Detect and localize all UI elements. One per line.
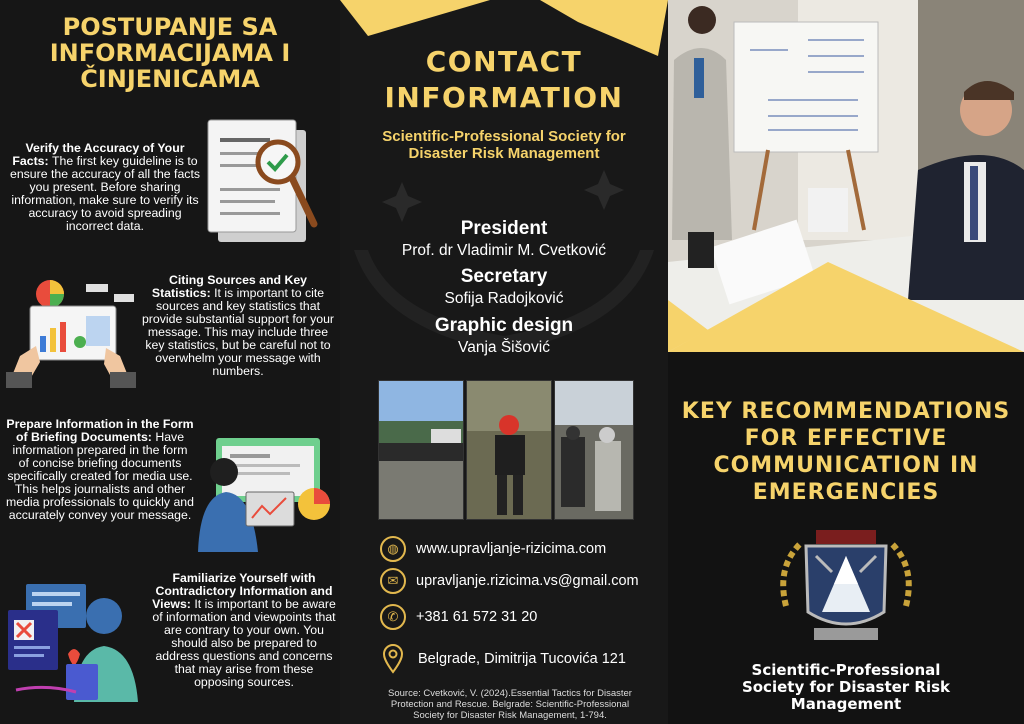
phone-number[interactable]: +381 61 572 31 20 (416, 609, 538, 625)
contact-address (380, 646, 626, 672)
recommendations-title-line: EMERGENCIES (752, 480, 940, 505)
middle-panel (340, 0, 668, 724)
section-briefing-documents (6, 418, 194, 522)
section-verify-accuracy (6, 142, 204, 233)
left-title-line: INFORMACIJAMA I (49, 39, 291, 67)
section-heading: Familiarize Yourself with Contradictory Information and Views: (152, 571, 333, 611)
source-citation: Source: Cvetković, V. (2024).Essential Tactics for Disaster Protection and Rescue. Belgrade: Scientific-Professional Society for Disaster Risk Management, 1-794. (388, 688, 632, 721)
role-secretary-name: Sofija Radojković (444, 290, 564, 307)
meeting-photo (668, 0, 1024, 352)
phone-icon: ✆ (380, 604, 406, 630)
section-body: The first key guideline is to ensure the accuracy of all the facts you present. Before sharing information, make sure to verify its accuracy to avoid spreading incorrect data. (9, 154, 201, 233)
email-link[interactable]: upravljanje.rizicima.vs@gmail.com (416, 573, 639, 589)
footer-line: Management (790, 695, 902, 713)
section-heading: Verify the Accuracy of Your Facts: (12, 141, 185, 168)
photo-rescue-team (554, 380, 634, 520)
role-president-name: Prof. dr Vladimir M. Cvetković (401, 242, 607, 259)
contact-email[interactable] (380, 568, 639, 594)
person-laptop-icon (196, 436, 332, 554)
role-secretary-title: Secretary (460, 266, 548, 287)
section-heading: Citing Sources and Key Statistics: (151, 273, 308, 300)
contact-title (340, 44, 668, 116)
section-heading: Prepare Information in the Form of Briefing Documents: (6, 417, 194, 444)
footer-line: Society for Disaster Risk (741, 678, 951, 696)
section-body: It is important to cite sources and key statistics that provide substantial support for your message. This may include three key statistics, but be careful not to overwhelm your message with numbers. (141, 286, 335, 378)
role-graphic-name: Vanja Šišović (458, 339, 550, 356)
left-title-line: POSTUPANJE SA (62, 13, 278, 41)
section-contradictory-info (150, 572, 338, 689)
section-body: It is important to be aware of information and viewpoints that are contrary to your own. You should also be prepared to address questions and concerns that may arise from these opposing sources. (152, 597, 336, 689)
location-pin-icon (380, 644, 406, 674)
section-body: Have information prepared in the form of concise briefing documents specifically created for media use. This helps journalists and other media professionals to quickly and accurately convey your message. (6, 430, 194, 522)
globe-icon: ◍ (380, 536, 406, 562)
recommendations-title-line: KEY RECOMMENDATIONS (681, 399, 1011, 424)
crowd-photo-image (379, 381, 464, 520)
mail-icon: ✉ (380, 568, 406, 594)
footer-line: Scientific-Professional (751, 661, 941, 679)
rescue-team-photo-image (555, 381, 634, 520)
left-panel-title (0, 14, 340, 92)
organization-name: Scientific-Professional Society for Disaster Risk Management (382, 128, 626, 162)
left-panel (0, 0, 340, 724)
society-footer-name (708, 662, 984, 713)
website-link[interactable]: www.upravljanje-rizicima.com (416, 541, 607, 557)
left-title-line: ČINJENICAMA (80, 65, 260, 93)
contact-title-line: INFORMATION (384, 81, 624, 114)
right-panel (668, 0, 1024, 724)
recommendations-title (668, 398, 1024, 506)
address-text: Belgrade, Dimitrija Tucovića 121 (418, 651, 626, 667)
rescuer-photo-image (467, 381, 552, 520)
role-graphic-title: Graphic design (434, 315, 574, 336)
contact-website[interactable] (380, 536, 606, 562)
society-emblem-logo (766, 516, 926, 656)
recommendations-title-line: FOR EFFECTIVE (744, 426, 948, 451)
document-magnifier-icon (206, 118, 322, 250)
analytics-board-icon (6, 276, 136, 388)
recommendations-title-line: COMMUNICATION IN (713, 453, 979, 478)
photo-crowd (378, 380, 464, 520)
meeting-photo-image (668, 0, 1024, 352)
section-citing-sources (140, 274, 336, 378)
contradictory-info-icon (6, 580, 142, 704)
photo-rescuer (466, 380, 552, 520)
contact-title-line: CONTACT (425, 45, 583, 78)
role-president-title: President (460, 218, 548, 239)
contact-phone[interactable] (380, 604, 537, 630)
